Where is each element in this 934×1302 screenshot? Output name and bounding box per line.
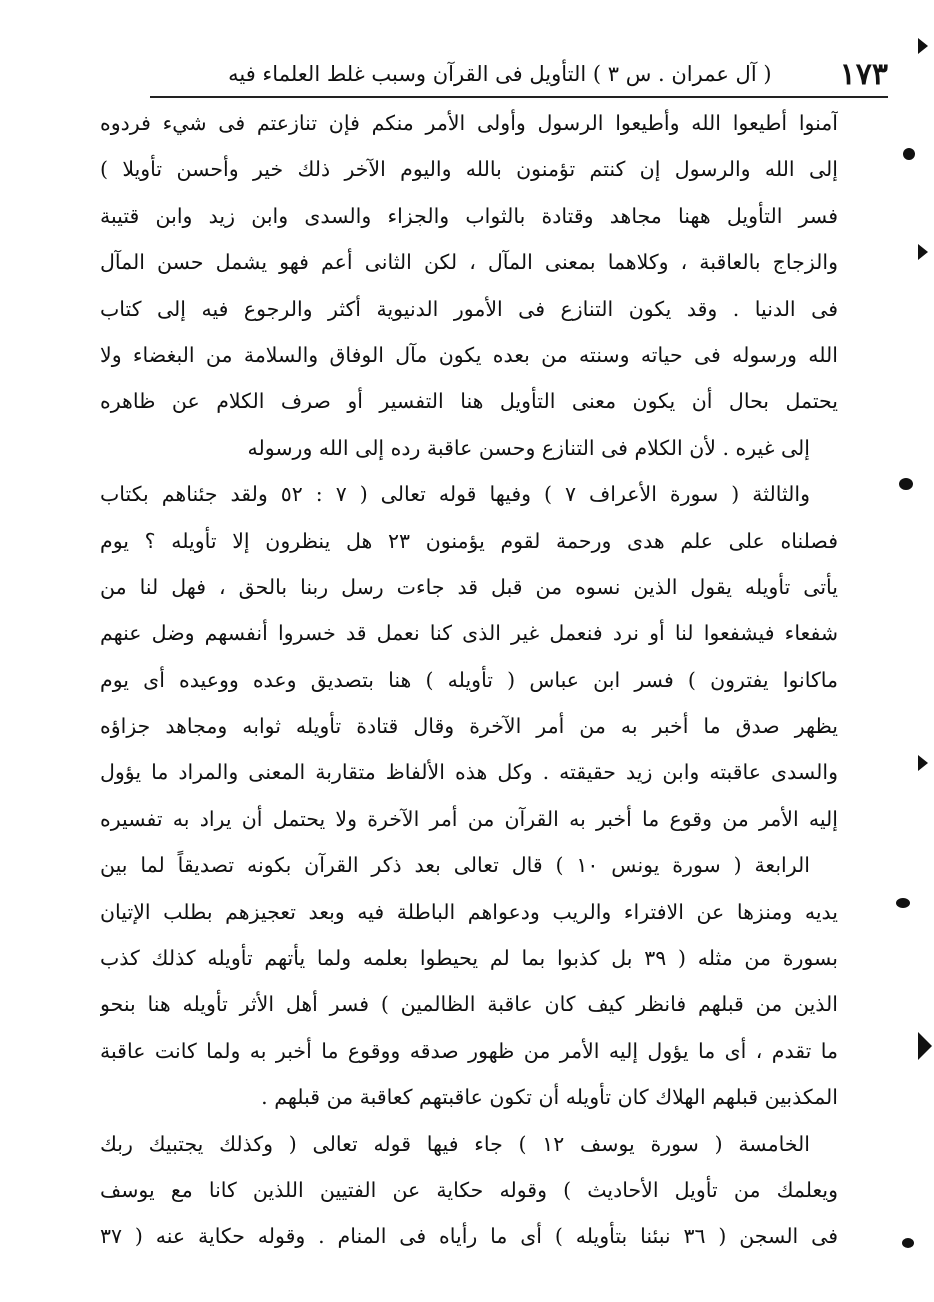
text-line: فى السجن ( ٣٦ نبئنا بتأويله ) أى ما رأياه فى المنام . وقوله حكاية عنه ( ٣٧	[100, 1224, 838, 1249]
text-line: يديه ومنزها عن الافتراء والريب ودعواهم الباطلة فيه وبعد تعجيزهم بطلب الإتيان	[100, 899, 838, 924]
text-line: فسر التأويل ههنا مجاهد وقتادة بالثواب والجزاء والسدى وابن زيد وابن قتيبة	[100, 203, 838, 228]
text-line: ما تقدم ، أى ما يؤول إليه الأمر من ظهور صدقه ووقوع ما أخبر به ولما كانت عاقبة	[100, 1038, 838, 1063]
text-line: يأتى تأويله يقول الذين نسوه من قبل قد جاءت رسل ربنا بالحق ، فهل لنا من	[100, 574, 838, 599]
text-line: والزجاج بالعاقبة ، وكلاهما بمعنى المآل ، لكن الثانى أعم فهو يشمل حسن المآل	[100, 250, 838, 275]
scan-mark	[918, 38, 928, 54]
text-line: آمنوا أطيعوا الله وأطيعوا الرسول وأولى الأمر منكم فإن تنازعتم فى شيء فردوه	[100, 111, 838, 135]
text-line: المكذبين قبلهم الهلاك كان تأويله أن تكون عاقبتهم كعاقبة من قبلهم .	[261, 1085, 838, 1110]
page-header	[150, 52, 888, 98]
text-line: الذين من قبلهم فانظر كيف كان عاقبة الظالمين ) فسر أهل الأثر تأويله هنا بنحو	[100, 992, 838, 1017]
scan-mark	[918, 1032, 932, 1060]
running-title: ( آل عمران . س ٣ ) التأويل فى القرآن وسبب غلط العلماء فيه	[228, 62, 772, 86]
page-number: ١٧٣	[839, 56, 888, 92]
scan-mark	[918, 244, 928, 260]
scan-blot	[902, 1238, 914, 1248]
text-line: إليه الأمر من وقوع ما أخبر به القرآن من أمر الآخرة ولا يحتمل أن يراد به تفسيره	[100, 806, 838, 831]
scan-blot	[903, 148, 915, 160]
text-line: فى الدنيا . وقد يكون التنازع فى الأمور الدنيوية أكثر والرجوع فيه إلى كتاب	[100, 296, 838, 321]
text-line: يحتمل بحال أن يكون معنى التأويل هنا التفسير أو صرف الكلام عن ظاهره	[100, 389, 838, 414]
scan-mark	[918, 755, 928, 771]
text-line: ماكانوا يفترون ) فسر ابن عباس ( تأويله ) هنا بتصديق وعده ووعيده أى يوم	[100, 667, 838, 692]
scan-blot	[896, 898, 910, 908]
text-line: والثالثة ( سورة الأعراف ٧ ) وفيها قوله تعالى ( ٧ : ٥٢ ولقد جئناهم بكتاب	[100, 482, 810, 507]
text-line: ويعلمك من تأويل الأحاديث ) وقوله حكاية عن الفتيين اللذين كانا مع يوسف	[100, 1177, 838, 1202]
text-line: يظهر صدق ما أخبر به من أمر الآخرة وقال قتادة تأويله ثوابه ومجاهد جزاؤه	[100, 714, 838, 739]
text-line: بسورة من مثله ( ٣٩ بل كذبوا بما لم يحيطوا بعلمه ولما يأتهم تأويله كذلك كذب	[100, 946, 838, 971]
text-line: شفعاء فيشفعوا لنا أو نرد فنعمل غير الذى كنا نعمل قد خسروا أنفسهم وضل عنهم	[100, 621, 838, 646]
text-line: الخامسة ( سورة يوسف ١٢ ) جاء فيها قوله تعالى ( وكذلك يجتبيك ربك	[100, 1131, 810, 1156]
text-line: إلى الله والرسول إن كنتم تؤمنون بالله واليوم الآخر ذلك خير وأحسن تأويلا )	[100, 157, 838, 182]
text-line: إلى غيره . لأن الكلام فى التنازع وحسن عاقبة رده إلى الله ورسوله	[247, 435, 810, 460]
text-line: فصلناه على علم هدى ورحمة لقوم يؤمنون ٢٣ هل ينظرون إلا تأويله ؟ يوم	[100, 528, 838, 553]
text-line: الله ورسوله فى حياته وسنته من بعده يكون مآل الوفاق والسلامة من البغضاء ولا	[100, 342, 838, 367]
text-line: والسدى عاقبته وابن زيد حقيقته . وكل هذه الألفاظ متقاربة المعنى والمراد ما يؤول	[100, 760, 838, 785]
text-line: الرابعة ( سورة يونس ١٠ ) قال تعالى بعد ذكر القرآن بكونه تصديقاً لما بين	[100, 853, 810, 878]
scan-blot	[899, 478, 913, 490]
body-text	[100, 100, 838, 1260]
